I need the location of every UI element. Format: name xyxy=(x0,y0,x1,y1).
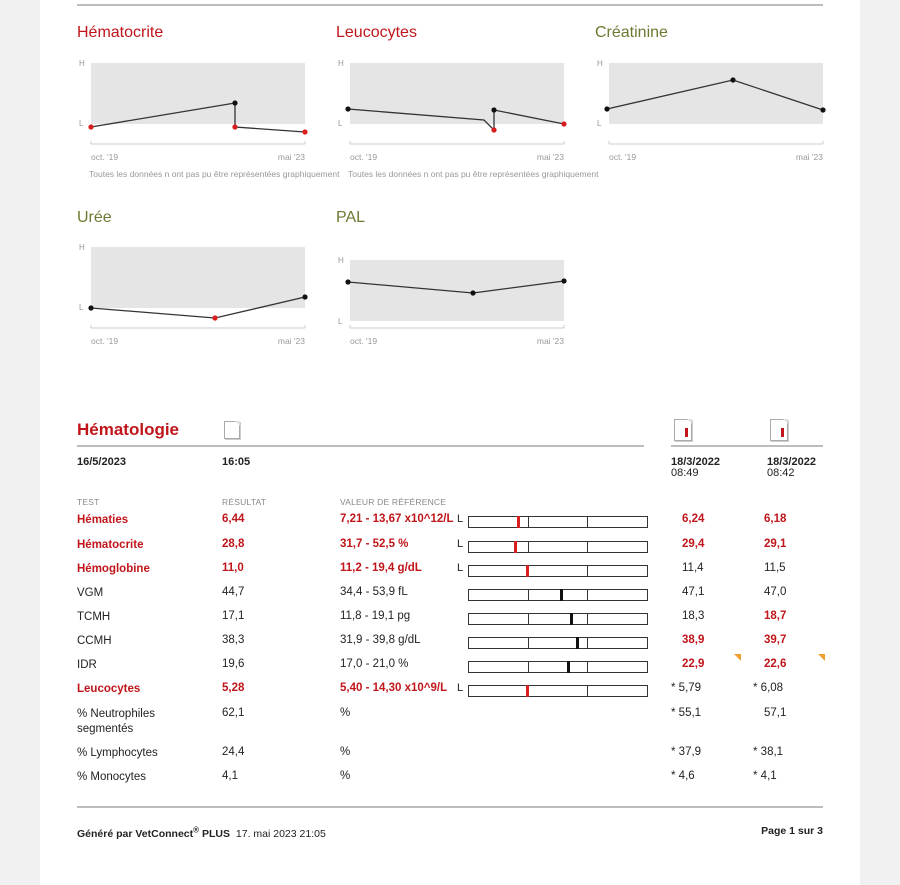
range-bar xyxy=(468,565,648,577)
range-divider xyxy=(587,590,588,600)
range-marker xyxy=(514,541,517,553)
section-divider-left xyxy=(77,445,644,447)
chart-title-leucocytes: Leucocytes xyxy=(336,24,417,41)
bottom-divider xyxy=(77,806,823,808)
reference-range: 11,2 - 19,4 g/dL xyxy=(340,562,422,574)
range-divider xyxy=(528,542,529,552)
range-divider xyxy=(587,686,588,696)
reference-range: % xyxy=(340,770,351,782)
chart-pal xyxy=(336,236,576,351)
result-value: 4,1 xyxy=(222,770,238,782)
test-name: IDR xyxy=(77,659,97,671)
result-value: 11,0 xyxy=(222,562,244,574)
footer-generated xyxy=(77,825,326,840)
reference-range: 31,7 - 52,5 % xyxy=(340,538,409,550)
test-name: % Monocytes xyxy=(77,771,147,783)
h-label: H xyxy=(597,59,603,68)
section-divider-right xyxy=(671,445,823,447)
l-label: L xyxy=(597,119,602,128)
reference-range: 31,9 - 39,8 g/dL xyxy=(340,634,421,646)
result-value: 38,3 xyxy=(222,634,245,646)
reference-range: 34,4 - 53,9 fL xyxy=(340,586,408,598)
range-divider xyxy=(587,614,588,624)
data-point xyxy=(232,124,237,129)
test-name: % Lymphocytes xyxy=(77,747,158,759)
low-flag: L xyxy=(457,538,464,550)
data-point xyxy=(561,278,566,283)
footer-generated-by: Généré par VetConnect xyxy=(77,827,194,840)
range-marker xyxy=(526,565,529,577)
test-name: TCMH xyxy=(77,611,111,623)
history-value-2: 6,18 xyxy=(764,513,787,525)
history-value-1: * 5,79 xyxy=(671,682,702,694)
result-value: 62,1 xyxy=(222,707,245,719)
test-name: Hématies xyxy=(77,514,129,526)
range-bar xyxy=(468,613,648,625)
comment-corner-icon[interactable] xyxy=(734,654,741,661)
result-value: 28,8 xyxy=(222,538,245,550)
range-divider xyxy=(528,638,529,648)
reference-range: % xyxy=(340,746,351,758)
reference-range: 11,8 - 19,1 pg xyxy=(340,610,411,622)
range-divider xyxy=(587,517,588,527)
history-value-2: * 38,1 xyxy=(753,746,784,758)
data-point xyxy=(470,290,475,295)
range-marker xyxy=(567,661,570,673)
range-divider xyxy=(587,638,588,648)
result-value: 44,7 xyxy=(222,586,245,598)
data-point xyxy=(820,107,825,112)
data-point xyxy=(491,127,496,132)
test-name: Hématocrite xyxy=(77,539,144,551)
history-value-1: 18,3 xyxy=(682,610,705,622)
history-value-2: 39,7 xyxy=(764,634,787,646)
reference-range: 17,0 - 21,0 % xyxy=(340,658,409,670)
data-point xyxy=(212,315,217,320)
l-label: L xyxy=(338,119,343,128)
test-name: Leucocytes xyxy=(77,683,141,695)
result-value: 6,44 xyxy=(222,513,245,525)
chart-title-creatinine: Créatinine xyxy=(595,24,668,41)
history-value-1: * 37,9 xyxy=(671,746,702,758)
history-value-2: 47,0 xyxy=(764,586,787,598)
history-value-1: 11,4 xyxy=(682,562,704,574)
reference-range: 5,40 - 14,30 x10^9/L xyxy=(340,682,448,694)
range-divider xyxy=(587,566,588,576)
low-flag: L xyxy=(457,682,464,694)
chart-title-pal: PAL xyxy=(336,209,366,226)
data-point xyxy=(302,129,307,134)
l-label: L xyxy=(338,317,343,326)
data-point xyxy=(561,121,566,126)
x-start-label: oct. '19 xyxy=(91,336,119,346)
l-label: L xyxy=(79,303,84,312)
range-divider xyxy=(528,517,529,527)
history-value-1: 38,9 xyxy=(682,634,705,646)
range-marker xyxy=(526,685,529,697)
x-start-label: oct. '19 xyxy=(350,152,378,162)
data-point xyxy=(345,279,350,284)
x-end-label: mai '23 xyxy=(536,336,564,346)
range-divider xyxy=(528,614,529,624)
range-bar xyxy=(468,637,648,649)
reference-range: % xyxy=(340,707,351,719)
range-bar xyxy=(468,589,648,601)
test-name: % Neutrophiles segmentés xyxy=(77,708,155,735)
footer-plus: PLUS xyxy=(201,827,230,840)
history-date-1: 18/3/2022 xyxy=(671,456,720,468)
history-value-2: 22,6 xyxy=(764,658,787,670)
l-label: L xyxy=(79,119,84,128)
data-point xyxy=(345,106,350,111)
test-name: CCMH xyxy=(77,635,112,647)
history-value-1: * 55,1 xyxy=(671,707,702,719)
history-value-2: * 6,08 xyxy=(753,682,784,694)
chart-note-leucocytes: Toutes les données n ont pas pu être représentées graphiquement xyxy=(348,169,599,179)
test-name: VGM xyxy=(77,587,104,599)
section-title: Hématologie xyxy=(77,420,180,439)
page-number: Page 1 sur 3 xyxy=(761,825,823,837)
comment-corner-icon[interactable] xyxy=(818,654,825,661)
history-report-icon-2[interactable] xyxy=(770,419,788,441)
test-name: Hémoglobine xyxy=(77,563,150,575)
range-marker xyxy=(517,516,520,528)
h-label: H xyxy=(79,59,85,68)
history-date-2: 18/3/2022 xyxy=(767,456,816,468)
range-marker xyxy=(576,637,579,649)
data-point xyxy=(302,294,307,299)
col-head-result: RÉSULTAT xyxy=(222,497,267,507)
chart-title-hematocrite: Hématocrite xyxy=(77,24,164,41)
low-flag: L xyxy=(457,513,464,525)
reference-range: 7,21 - 13,67 x10^12/L xyxy=(340,513,454,525)
x-start-label: oct. '19 xyxy=(609,152,637,162)
result-value: 24,4 xyxy=(222,746,245,758)
result-value: 5,28 xyxy=(222,682,245,694)
top-divider xyxy=(77,4,823,6)
footer-registered: ® xyxy=(193,825,200,834)
history-value-2: 11,5 xyxy=(764,562,786,574)
chart-note-hematocrite: Toutes les données n ont pas pu être représentées graphiquement xyxy=(89,169,340,179)
range-marker xyxy=(570,613,573,625)
current-time: 16:05 xyxy=(222,456,251,468)
chart-leucocytes xyxy=(336,52,576,167)
history-value-1: 29,4 xyxy=(682,538,705,550)
chart-hematocrite xyxy=(77,52,317,167)
history-time-2: 08:42 xyxy=(767,467,795,479)
chart-title-uree: Urée xyxy=(77,209,112,226)
range-divider xyxy=(587,662,588,672)
range-divider xyxy=(528,662,529,672)
report-document-icon[interactable] xyxy=(224,421,240,439)
history-value-1: 22,9 xyxy=(682,658,705,670)
low-flag: L xyxy=(457,562,464,574)
h-label: H xyxy=(338,256,344,265)
range-marker xyxy=(560,589,563,601)
history-value-2: 29,1 xyxy=(764,538,787,550)
data-point xyxy=(232,100,237,105)
result-value: 17,1 xyxy=(222,610,245,622)
history-value-2: 18,7 xyxy=(764,610,787,622)
x-end-label: mai '23 xyxy=(277,152,305,162)
range-bar xyxy=(468,661,648,673)
x-end-label: mai '23 xyxy=(277,336,305,346)
x-end-label: mai '23 xyxy=(795,152,823,162)
data-point xyxy=(88,124,93,129)
range-bar xyxy=(468,516,648,528)
x-start-label: oct. '19 xyxy=(91,152,119,162)
chart-creatinine xyxy=(595,52,835,167)
history-value-2: 57,1 xyxy=(764,707,787,719)
history-time-1: 08:49 xyxy=(671,467,699,479)
data-point xyxy=(730,77,735,82)
history-report-icon-1[interactable] xyxy=(674,419,692,441)
chart-uree xyxy=(77,236,317,351)
h-label: H xyxy=(338,59,344,68)
x-end-label: mai '23 xyxy=(536,152,564,162)
report-page xyxy=(40,0,860,885)
x-start-label: oct. '19 xyxy=(350,336,378,346)
col-head-reference: VALEUR DE RÉFÉRENCE xyxy=(340,497,447,507)
result-value: 19,6 xyxy=(222,658,245,670)
history-value-1: 6,24 xyxy=(682,513,705,525)
history-value-1: 47,1 xyxy=(682,586,705,598)
data-point xyxy=(491,107,496,112)
data-point xyxy=(88,305,93,310)
col-head-test: TEST xyxy=(77,497,100,507)
range-divider xyxy=(587,542,588,552)
history-value-1: * 4,6 xyxy=(671,770,695,782)
current-date: 16/5/2023 xyxy=(77,456,126,468)
range-bar xyxy=(468,541,648,553)
data-point xyxy=(604,106,609,111)
h-label: H xyxy=(79,243,85,252)
history-value-2: * 4,1 xyxy=(753,770,777,782)
range-bar xyxy=(468,685,648,697)
range-divider xyxy=(528,590,529,600)
footer-timestamp: 17. mai 2023 21:05 xyxy=(235,827,326,840)
